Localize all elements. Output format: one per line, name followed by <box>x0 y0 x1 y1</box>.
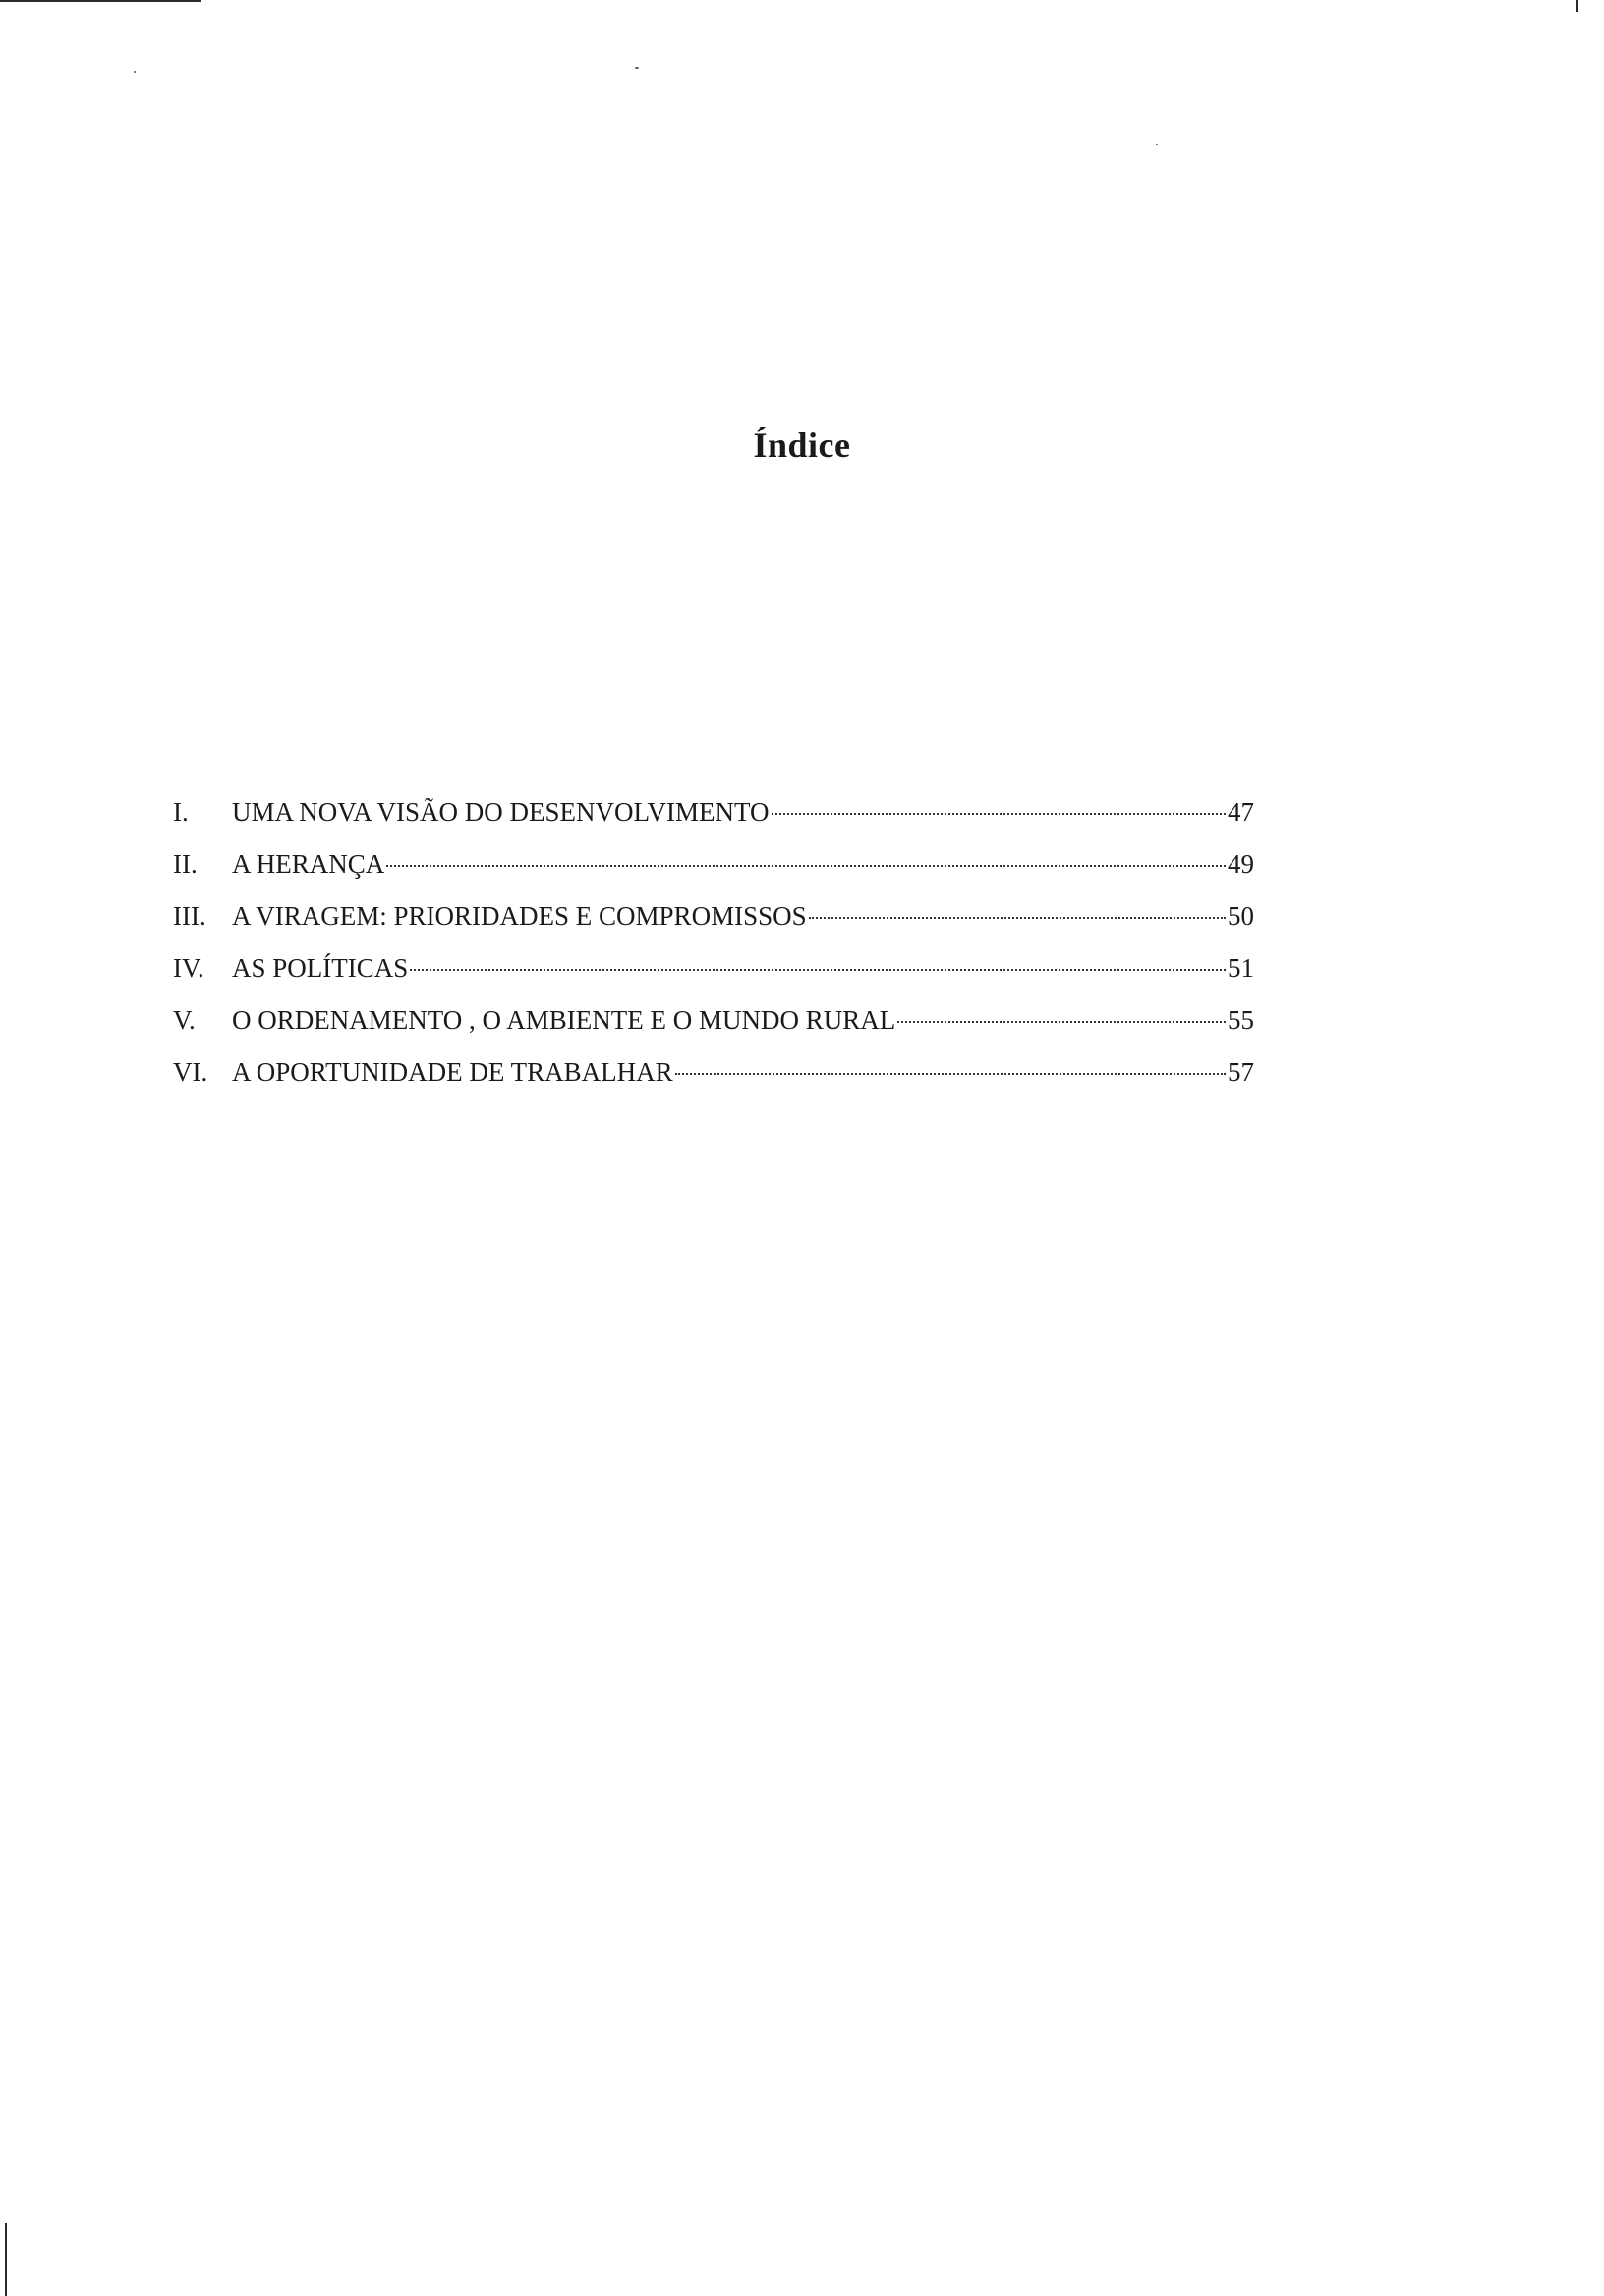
toc-entry-page: 51 <box>1228 953 1254 983</box>
toc-entry-number: VI. <box>173 1058 208 1087</box>
scan-speck <box>635 67 639 69</box>
table-of-contents <box>173 786 1254 1099</box>
toc-entry-page: 49 <box>1228 849 1254 879</box>
toc-entry-page: 47 <box>1228 797 1254 827</box>
toc-entry-number: IV. <box>173 953 204 983</box>
toc-entry-number: III. <box>173 901 206 931</box>
toc-entry-number: I. <box>173 797 189 827</box>
scan-edge-mark <box>0 0 201 2</box>
toc-entry-page: 57 <box>1228 1058 1254 1087</box>
page-title: Índice <box>753 426 851 466</box>
dot-leader <box>809 916 1226 919</box>
dot-leader <box>675 1072 1226 1075</box>
dot-leader <box>772 812 1226 815</box>
toc-entry-label: AS POLÍTICAS <box>232 953 409 983</box>
toc-entry[interactable] <box>173 786 1254 838</box>
toc-entry[interactable] <box>173 995 1254 1047</box>
dot-leader <box>386 864 1226 867</box>
scan-speck <box>1156 144 1158 145</box>
toc-entry-label: O ORDENAMENTO , O AMBIENTE E O MUNDO RURAL <box>232 1005 896 1035</box>
dot-leader <box>410 968 1226 971</box>
toc-entry[interactable] <box>173 890 1254 943</box>
toc-entry-label: UMA NOVA VISÃO DO DESENVOLVIMENTO <box>232 797 770 827</box>
scan-edge-mark <box>5 2223 7 2296</box>
toc-entry[interactable] <box>173 838 1254 890</box>
toc-entry-label: A HERANÇA <box>232 849 385 879</box>
dot-leader <box>897 1020 1226 1023</box>
toc-entry-label: A VIRAGEM: PRIORIDADES E COMPROMISSOS <box>232 901 807 931</box>
toc-entry[interactable] <box>173 943 1254 995</box>
toc-entry-number: II. <box>173 849 198 879</box>
scan-speck <box>134 71 136 73</box>
toc-entry-number: V. <box>173 1005 196 1035</box>
toc-entry-label: A OPORTUNIDADE DE TRABALHAR <box>232 1058 673 1087</box>
scan-edge-mark <box>1576 0 1578 12</box>
toc-entry-page: 55 <box>1228 1005 1254 1035</box>
toc-entry-page: 50 <box>1228 901 1254 931</box>
toc-entry[interactable] <box>173 1047 1254 1099</box>
